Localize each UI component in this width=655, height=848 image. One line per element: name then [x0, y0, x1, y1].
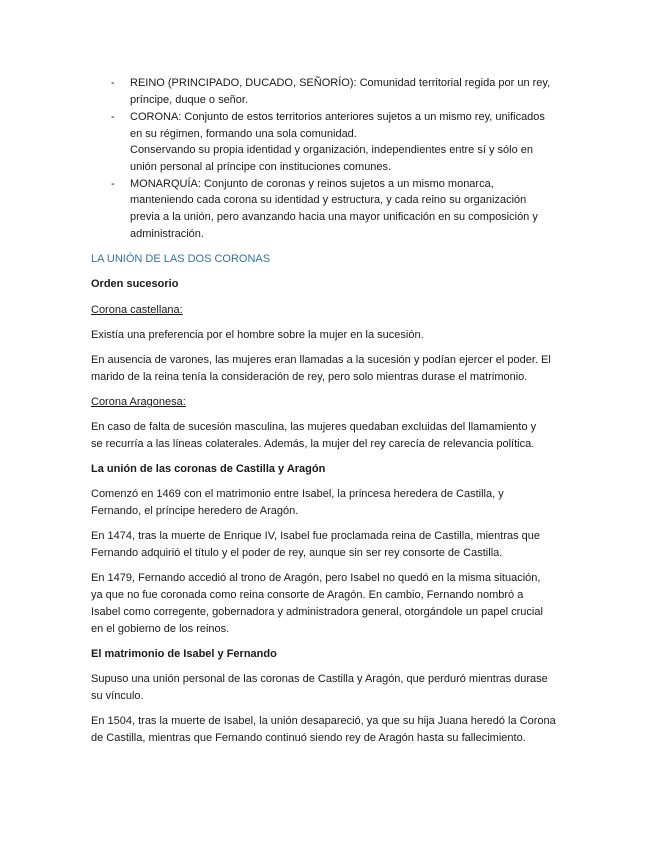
definition-line: manteniendo cada corona su identidad y estructura, y cada reino su organización [130, 194, 527, 206]
paragraph-line: Fernando, el príncipe heredero de Aragón. [91, 505, 299, 517]
label-castellana: Corona castellana: [91, 304, 183, 316]
paragraph-line: en el gobierno de los reinos. [91, 623, 230, 635]
paragraph-line: En ausencia de varones, las mujeres eran llamadas a la sucesión y podían ejercer el poder. El [91, 354, 551, 366]
paragraph-line: En 1474, tras la muerte de Enrique IV, Isabel fue proclamada reina de Castilla, mientras que [91, 530, 541, 542]
paragraph-line: Existía una preferencia por el hombre sobre la mujer en la sucesión. [91, 329, 424, 341]
paragraph-line: Comenzó en 1469 con el matrimonio entre Isabel, la princesa heredera de Castilla, y [91, 488, 504, 500]
definition-line: en su régimen, formando una sola comunidad. [130, 128, 357, 140]
paragraph-line: En 1479, Fernando accedió al trono de Aragón, pero Isabel no quedó en la misma situación, [91, 572, 541, 584]
paragraph-line: Fernando adquirió el título y el poder de rey, aunque sin ser rey consorte de Castilla. [91, 547, 503, 559]
paragraph-line: En 1504, tras la muerte de Isabel, la unión desapareció, ya que su hija Juana heredó la Corona [91, 715, 556, 727]
definition-line: administración. [130, 228, 204, 240]
subheading-orden: Orden sucesorio [91, 278, 179, 290]
definition-line: CORONA: Conjunto de estos territorios anteriores sujetos a un mismo rey, unificados [130, 111, 545, 123]
definition-line: REINO (PRINCIPADO, DUCADO, SEÑORÍO): Comunidad territorial regida por un rey, [130, 77, 551, 89]
bullet-dash: - [111, 111, 115, 123]
bullet-dash: - [111, 77, 115, 89]
label-aragonesa: Corona Aragonesa: [91, 396, 186, 408]
definition-line: unión personal al príncipe con instituciones comunes. [130, 161, 392, 173]
paragraph-line: ya que no fue coronada como reina consorte de Aragón. En cambio, Fernando nombró a [91, 589, 524, 601]
paragraph-line: Isabel como corregente, gobernadora y administradora general, otorgándole un papel crucial [91, 606, 543, 618]
definition-line: MONARQUÍA: Conjunto de coronas y reinos sujetos a un mismo monarca, [130, 178, 494, 190]
definition-line: príncipe, duque o señor. [130, 94, 249, 106]
definition-line: previa a la unión, pero avanzando hacia una mayor unificación en su composición y [130, 211, 538, 223]
bullet-dash: - [111, 178, 115, 190]
paragraph-line: Supuso una unión personal de las coronas de Castilla y Aragón, que perduró mientras durase [91, 673, 548, 685]
subheading-union: La unión de las coronas de Castilla y Aragón [91, 463, 326, 475]
definition-line: Conservando su propia identidad y organización, independientes entre sí y sólo en [130, 144, 533, 156]
paragraph-line: de Castilla, mientras que Fernando continuó siendo rey de Aragón hasta su fallecimiento. [91, 732, 526, 744]
section-heading: LA UNIÓN DE LAS DOS CORONAS [91, 253, 271, 265]
paragraph-line: marido de la reina tenía la consideración de rey, pero solo mientras durase el matrimonio. [91, 371, 528, 383]
subheading-matrimonio: El matrimonio de Isabel y Fernando [91, 648, 277, 660]
paragraph-line: su vínculo. [91, 690, 144, 702]
paragraph-line: se recurría a las líneas colaterales. Además, la mujer del rey carecía de relevancia política. [91, 438, 535, 450]
paragraph-line: En caso de falta de sucesión masculina, las mujeres quedaban excluidas del llamamiento y [91, 421, 537, 433]
